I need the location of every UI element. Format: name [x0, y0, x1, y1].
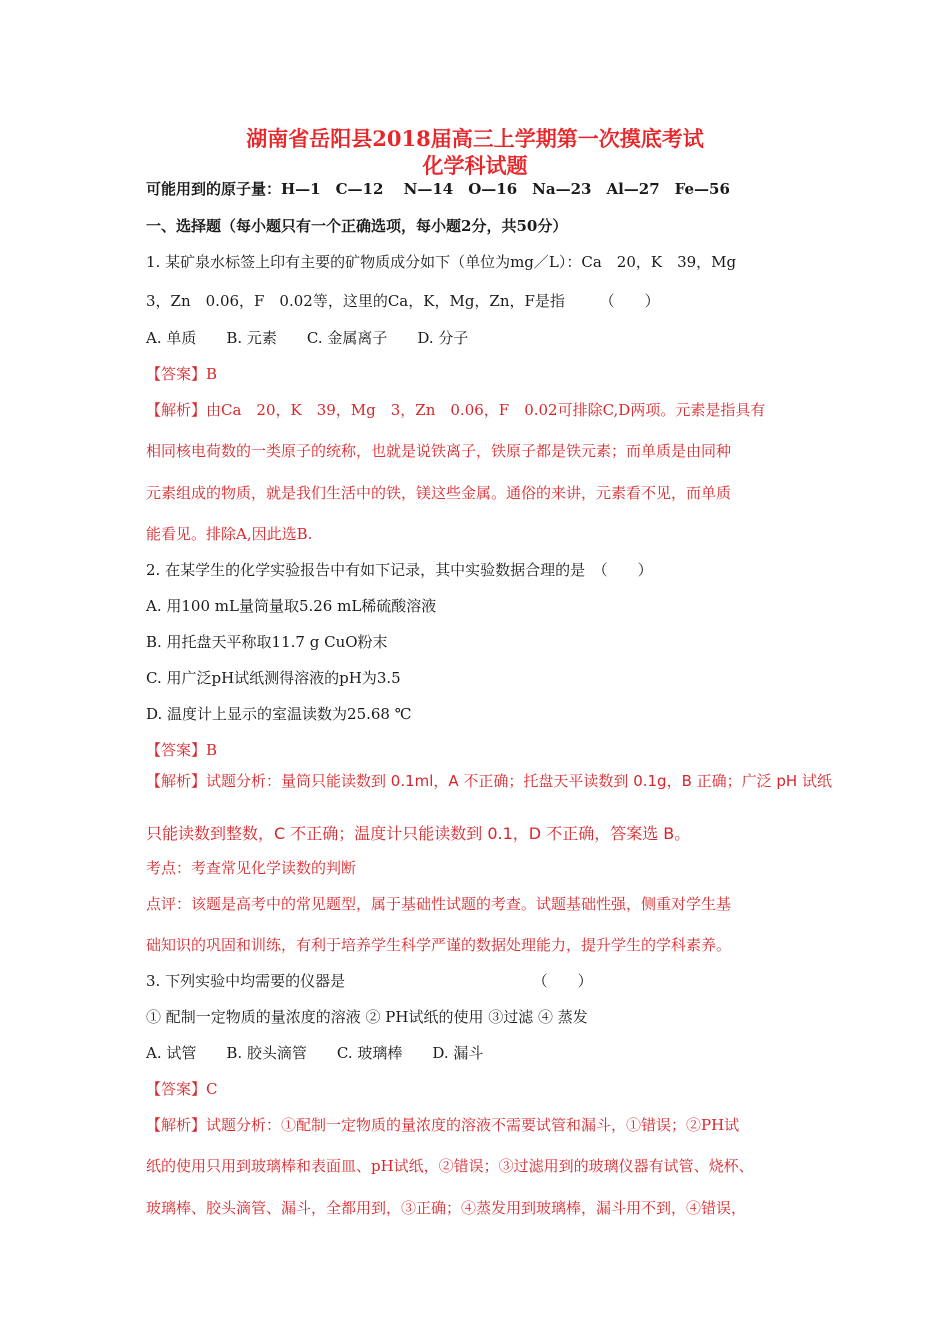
q1-stem-line1: 1. 某矿泉水标签上印有主要的矿物质成分如下（单位为mg／L）：Ca 20，K 39，Mg: [146, 253, 737, 271]
section-heading: 一、选择题（每小题只有一个正确选项，每小题2分，共50分）: [146, 217, 568, 235]
q1-answer: 【答案】B: [146, 365, 218, 383]
q1-analysis-line: 元素组成的物质，就是我们生活中的铁，镁这些金属。通俗的来讲，元素看不见，而单质: [146, 484, 732, 502]
q3-analysis-line: 玻璃棒、胶头滴管、漏斗，全都用到，③正确；④蒸发用到玻璃棒，漏斗用不到，④错误，: [146, 1199, 747, 1217]
q1-stem-line2: 3，Zn 0.06，F 0.02等，这里的Ca，K，Mg，Zn，F是指 （ ）: [146, 292, 660, 310]
document-title: 湖南省岳阳县2018届高三上学期第一次摸底考试: [246, 126, 704, 151]
q3-analysis-line: 纸的使用只用到玻璃棒和表面皿、pH试纸，②错误；③过滤用到的玻璃仪器有试管、烧杯、: [146, 1157, 754, 1175]
q1-analysis-line: 相同核电荷数的一类原子的统称，也就是说铁离子，铁原子都是铁元素；而单质是由同种: [146, 442, 732, 460]
document-subtitle: 化学科试题: [422, 153, 528, 178]
q3-analysis-line: 【解析】试题分析：①配制一定物质的量浓度的溶液不需要试管和漏斗，①错误；②PH试: [146, 1116, 740, 1134]
q2-dianping-line: 础知识的巩固和训练，有利于培养学生科学严谨的数据处理能力，提升学生的学科素养。: [146, 936, 732, 954]
q2-answer: 【答案】B: [146, 741, 218, 759]
q2-kaodian: 考点：考查常见化学读数的判断: [146, 859, 357, 877]
q1-options: A. 单质 B. 元素 C. 金属离子 D. 分子: [146, 329, 469, 347]
q2-option-d: D. 温度计上显示的室温读数为25.68 ℃: [146, 705, 412, 723]
q2-dianping-line: 点评：该题是高考中的常见题型，属于基础性试题的考查。试题基础性强，侧重对学生基: [146, 895, 732, 913]
q1-analysis-line: 能看见。排除A,因此选B.: [146, 525, 313, 543]
q3-answer: 【答案】C: [146, 1080, 218, 1098]
q3-items: ① 配制一定物质的量浓度的溶液 ② PH试纸的使用 ③过滤 ④ 蒸发: [146, 1008, 588, 1026]
q2-analysis-line: 只能读数到整数，C 不正确；温度计只能读数到 0.1，D 不正确，答案选 B。: [146, 824, 691, 843]
q2-stem: 2. 在某学生的化学实验报告中有如下记录，其中实验数据合理的是 （ ）: [146, 561, 653, 579]
q2-option-b: B. 用托盘天平称取11.7 g CuO粉末: [146, 633, 388, 651]
q3-options: A. 试管 B. 胶头滴管 C. 玻璃棒 D. 漏斗: [146, 1044, 484, 1062]
q3-stem: 3. 下列实验中均需要的仪器是 （ ）: [146, 972, 593, 990]
q2-option-c: C. 用广泛pH试纸测得溶液的pH为3.5: [146, 669, 401, 687]
q2-option-a: A. 用100 mL量筒量取5.26 mL稀硫酸溶液: [146, 597, 437, 615]
q1-analysis-line: 【解析】由Ca 20，K 39，Mg 3，Zn 0.06，F 0.02可排除C,D两项。元素是指具有: [146, 401, 766, 419]
atomic-masses: 可能用到的原子量：H—1 C—12 N—14 O—16 Na—23 Al—27 Fe—56: [146, 180, 730, 198]
q2-analysis-line: 【解析】试题分析：量筒只能读数到 0.1ml，A 不正确；托盘天平读数到 0.1g，B 正确；广泛 pH 试纸: [146, 772, 832, 790]
